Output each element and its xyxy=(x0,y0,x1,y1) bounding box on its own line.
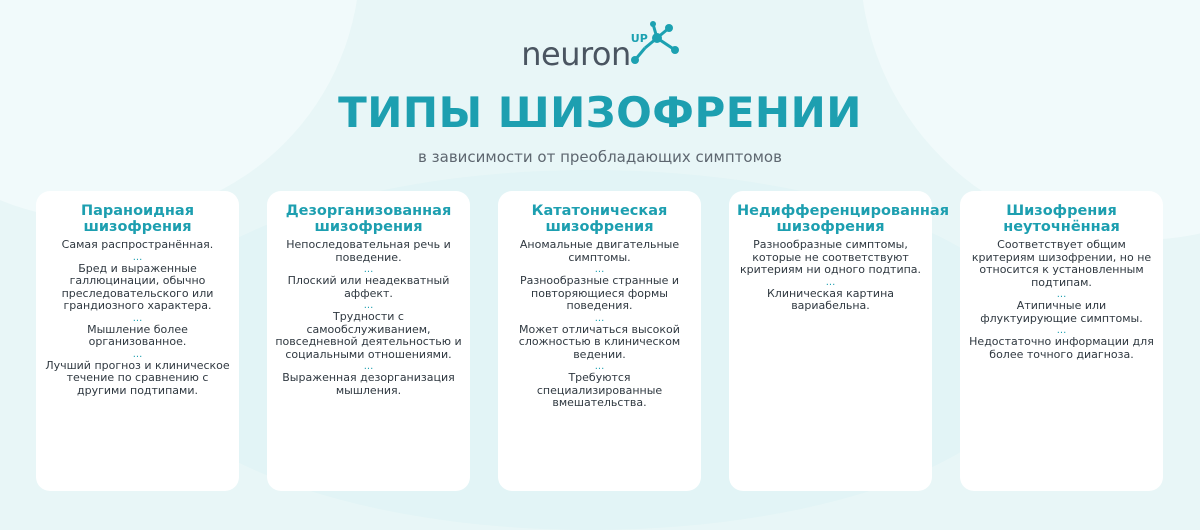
card-item: Трудности с самообслуживанием, повседневной деятельностью и социальными отношениями. xyxy=(275,310,462,361)
card-title-line: Шизофрения xyxy=(1006,203,1117,219)
card-item: Может отличаться высокой сложностью в клиническом ведении. xyxy=(518,322,681,361)
card-item: Разнообразные симптомы, которые не соответствуют критериям ни одного подтипа. xyxy=(739,238,922,276)
card-title-line: шизофрения xyxy=(545,219,654,235)
card-item: Бред и выраженные галлюцинации, обычно преследовательского или грандиозного характера. xyxy=(61,261,214,312)
card-title-line: неуточнённая xyxy=(1003,219,1120,235)
card-disorganized xyxy=(267,191,470,491)
card-title xyxy=(44,203,231,235)
card-title-line: шизофрения xyxy=(314,219,423,235)
card-item: Аномальные двигательные симптомы. xyxy=(519,238,680,264)
page-title: ТИПЫ ШИЗОФРЕНИИ xyxy=(338,88,862,137)
card-title xyxy=(737,203,950,235)
card-item: Клиническая картина вариабельна. xyxy=(767,286,894,312)
logo-text: neuron xyxy=(521,35,631,73)
card-paranoid xyxy=(36,191,239,491)
logo-badge: UP xyxy=(630,32,648,45)
card-body xyxy=(968,239,1155,361)
card-title-line: Кататоническая xyxy=(531,203,668,219)
card-title-line: шизофрения xyxy=(776,219,885,235)
item-separator: ... xyxy=(594,312,605,324)
item-separator: ... xyxy=(1056,325,1067,336)
item-separator: ... xyxy=(825,276,836,288)
item-separator: ... xyxy=(1056,289,1067,300)
item-separator: ... xyxy=(363,264,374,275)
card-catatonic xyxy=(498,191,701,491)
card-title xyxy=(506,203,693,235)
card-title xyxy=(968,203,1155,235)
card-item: Атипичные или флуктуирующие симптомы. xyxy=(980,299,1143,325)
card-item: Самая распространённая. xyxy=(61,238,214,251)
item-separator: ... xyxy=(132,348,143,360)
card-body xyxy=(44,239,231,397)
item-separator: ... xyxy=(594,361,605,372)
item-separator: ... xyxy=(363,361,374,372)
page-subtitle: в зависимости от преобладающих симптомов xyxy=(418,148,782,166)
card-body xyxy=(506,239,693,410)
card-title xyxy=(275,203,462,235)
card-title-line: Недифференцированная xyxy=(737,203,950,219)
card-title-line: Дезорганизованная xyxy=(285,203,452,219)
item-separator: ... xyxy=(363,300,374,311)
neuron-molecule-icon xyxy=(627,20,679,70)
card-item: Мышление более организованное. xyxy=(87,322,188,348)
card-item: Плоский или неадекватный аффект. xyxy=(287,274,450,300)
card-title-line: шизофрения xyxy=(83,219,192,235)
card-item: Недостаточно информации для более точного диагноза. xyxy=(969,335,1154,361)
item-separator: ... xyxy=(132,312,143,324)
card-unspecified xyxy=(960,191,1163,491)
item-separator: ... xyxy=(132,251,143,263)
card-item: Разнообразные странные и повторяющиеся формы поведения. xyxy=(519,274,680,312)
card-body xyxy=(737,239,924,313)
card-list xyxy=(36,191,1164,491)
card-item: Соответствует общим критериям шизофрении, но не относится к установленным подтипам. xyxy=(971,238,1152,289)
item-separator: ... xyxy=(594,264,605,275)
card-undifferentiated xyxy=(729,191,950,491)
card-item: Непоследовательная речь и поведение. xyxy=(286,238,451,264)
card-title-line: Параноидная xyxy=(80,203,195,219)
logo xyxy=(0,20,1200,73)
card-body xyxy=(275,239,462,397)
card-item: Требуются специализированные вмешательства. xyxy=(536,371,663,409)
card-item: Лучший прогноз и клиническое течение по сравнению с другими подтипами. xyxy=(45,358,230,397)
card-item: Выраженная дезорганизация мышления. xyxy=(282,371,455,397)
